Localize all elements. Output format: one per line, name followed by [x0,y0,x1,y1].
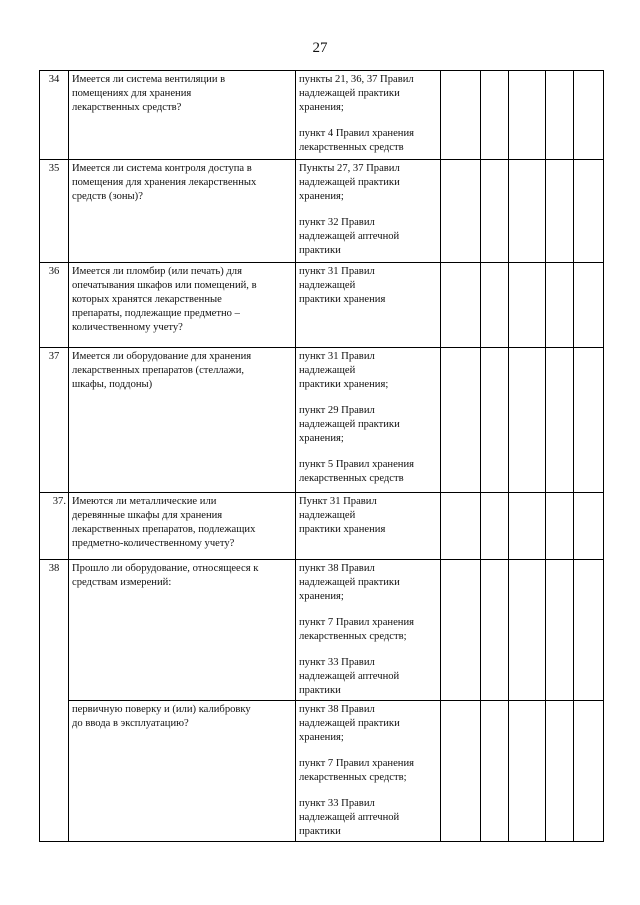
answer-no-cell[interactable] [481,160,509,263]
answer-yes-cell[interactable] [441,348,481,493]
requirement-reference: пункт 31 Правил надлежащей практики хранения [299,266,386,305]
requirement-reference: пункт 4 Правил хранения лекарственных средств [299,128,415,153]
row-number: 35 [40,160,69,263]
answer-no-cell[interactable] [481,263,509,348]
requirement-reference: Пункты 27, 37 Правил надлежащей практики хранения; [299,163,400,202]
answer-yes-cell[interactable] [441,71,481,160]
requirement-reference: Пункт 31 Правил надлежащей практики хранения [299,496,386,535]
answer-extra-cell[interactable] [546,263,574,348]
answer-na-cell[interactable] [509,160,546,263]
table-row [40,160,604,263]
question-text: Прошло ли оборудование, относящееся к средствам измерений: [72,563,259,588]
answer-na-cell[interactable] [509,493,546,560]
question-text: Имеются ли металлические или деревянные шкафы для хранения лекарственных препаратов, подлежащих предметно-количественному учету? [72,496,256,549]
notes-cell[interactable] [574,348,604,493]
answer-extra-cell[interactable] [546,560,574,701]
requirement-reference: пункт 38 Правил надлежащей практики хранения; [299,704,400,743]
requirement-reference: пункт 31 Правил надлежащей практики хранения; [299,351,389,390]
answer-na-cell[interactable] [509,263,546,348]
answer-yes-cell[interactable] [441,160,481,263]
notes-cell[interactable] [574,71,604,160]
table-row [40,348,604,493]
answer-yes-cell[interactable] [441,493,481,560]
answer-no-cell[interactable] [481,348,509,493]
answer-extra-cell[interactable] [546,493,574,560]
requirements-cell [296,71,441,160]
answer-yes-cell[interactable] [441,263,481,348]
notes-cell[interactable] [574,263,604,348]
answer-na-cell[interactable] [509,71,546,160]
requirements-cell [296,348,441,493]
requirements-cell [296,493,441,560]
row-number [40,701,69,842]
notes-cell[interactable] [574,701,604,842]
answer-na-cell[interactable] [509,348,546,493]
answer-na-cell[interactable] [509,560,546,701]
question-text: Имеется ли система контроля доступа в помещения для хранения лекарственных средств (зоны)? [72,163,257,202]
notes-cell[interactable] [574,493,604,560]
requirement-reference: пункт 33 Правил надлежащей аптечной практики [299,798,400,837]
question-text: первичную поверку и (или) калибровку до ввода в эксплуатацию? [72,704,251,729]
table-row [40,493,604,560]
requirement-reference: пункты 21, 36, 37 Правил надлежащей практики хранения; [299,74,414,113]
page-number: 27 [312,40,328,56]
row-number: 37. [40,493,69,560]
table-row [40,701,604,842]
question-text: Имеется ли система вентиляции в помещениях для хранения лекарственных средств? [72,74,226,113]
requirement-reference: пункт 33 Правил надлежащей аптечной практики [299,657,400,696]
answer-no-cell[interactable] [481,560,509,701]
table-row [40,71,604,160]
requirements-cell [296,160,441,263]
requirements-cell [296,560,441,701]
requirement-reference: пункт 7 Правил хранения лекарственных средств; [299,617,415,642]
requirement-reference: пункт 29 Правил надлежащей практики хранения; [299,405,400,444]
answer-extra-cell[interactable] [546,160,574,263]
requirement-reference: пункт 38 Правил надлежащей практики хранения; [299,563,400,602]
question-text: Имеется ли пломбир (или печать) для опечатывания шкафов или помещений, в которых хранятся лекарственные препараты, подлежащие предметно – количественному учету? [72,266,257,333]
answer-na-cell[interactable] [509,701,546,842]
row-number: 36 [40,263,69,348]
checklist-table [39,70,604,842]
table-row [40,560,604,701]
notes-cell[interactable] [574,160,604,263]
requirements-cell [296,263,441,348]
row-number: 38 [40,560,69,701]
table-row [40,263,604,348]
answer-extra-cell[interactable] [546,71,574,160]
question-text: Имеется ли оборудование для хранения лекарственных препаратов (стеллажи, шкафы, поддоны) [72,351,252,390]
requirement-reference: пункт 7 Правил хранения лекарственных средств; [299,758,415,783]
answer-yes-cell[interactable] [441,701,481,842]
notes-cell[interactable] [574,560,604,701]
row-number: 37 [40,348,69,493]
answer-yes-cell[interactable] [441,560,481,701]
requirement-reference: пункт 5 Правил хранения лекарственных средств [299,459,415,484]
answer-extra-cell[interactable] [546,348,574,493]
answer-no-cell[interactable] [481,701,509,842]
answer-no-cell[interactable] [481,71,509,160]
requirements-cell [296,701,441,842]
row-number: 34 [40,71,69,160]
requirement-reference: пункт 32 Правил надлежащей аптечной практики [299,217,400,256]
answer-no-cell[interactable] [481,493,509,560]
answer-extra-cell[interactable] [546,701,574,842]
